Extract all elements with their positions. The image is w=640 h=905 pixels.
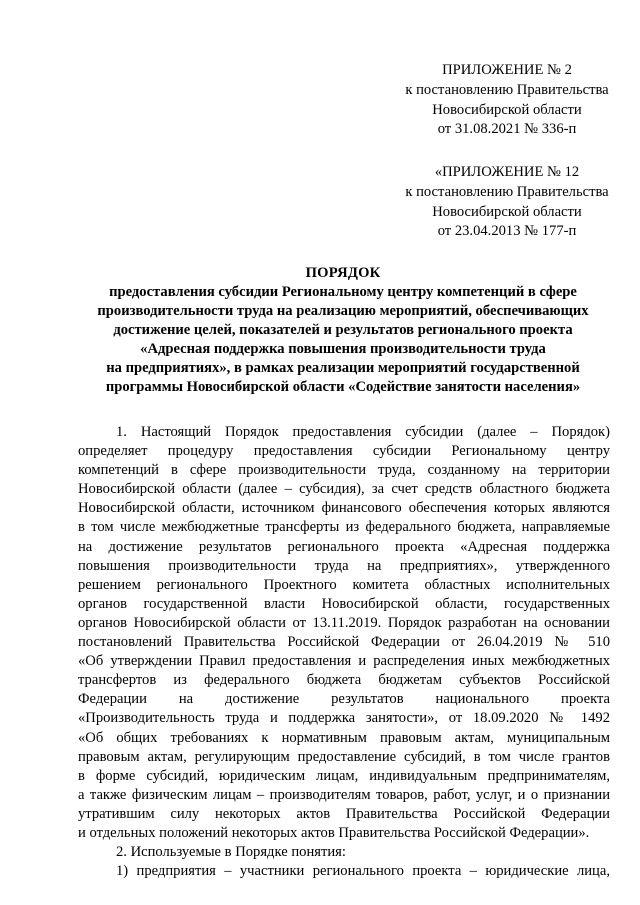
paragraph-line: в форме субсидий, юридическим лицам, индивидуальным предпринимателям,: [78, 767, 610, 784]
document-body: [78, 423, 610, 881]
annex-title: «ПРИЛОЖЕНИЕ № 12: [434, 164, 580, 180]
paragraph-line: в том числе межбюджетные трансферты из федерального бюджета, направляемые: [78, 519, 610, 536]
annex-date-number: от 23.04.2013 № 177-п: [437, 223, 577, 240]
paragraph-line: постановлений Правительства Российской Федерации от 26.04.2019 № 510: [78, 634, 610, 651]
title-line: достижение целей, показателей и результатов регионального проекта: [113, 322, 573, 338]
paragraph-line: органов государственной власти Новосибирской области, государственных: [78, 595, 610, 612]
annex-header-original: [394, 163, 620, 242]
paragraph-line: 2. Используемые в Порядке понятия:: [116, 844, 346, 861]
paragraph-line: «Производительность труда и поддержка занятости», от 18.09.2020 № 1492: [78, 710, 610, 727]
annex-region: Новосибирской области: [432, 203, 582, 220]
paragraph-line: компетенций в сфере производительности труда, созданному на территории: [78, 462, 610, 479]
title-line: предоставления субсидии Региональному центру компетенций в сфере: [109, 284, 577, 300]
paragraph-line: повышения производительности труда на предприятиях», утвержденного: [78, 557, 610, 574]
paragraph-line: и отдельных положений некоторых актов Правительства Российской Федерации».: [78, 824, 590, 841]
paragraph-line: а также физическим лицам – производителям товаров, работ, услуг, и о признании: [78, 786, 610, 803]
paragraph-line: утратившим силу некоторых актов Правительства Российской Федерации: [78, 805, 610, 822]
paragraph-line: Новосибирской области (далее – субсидия), за счет средств областного бюджета: [78, 481, 610, 498]
title-line: программы Новосибирской области «Содействие занятости населения»: [105, 379, 581, 395]
paragraph-line: трансфертов из федерального бюджета бюджетам субъектов Российской: [78, 672, 610, 689]
title-heading: ПОРЯДОК: [305, 265, 381, 281]
paragraph-line: Новосибирской области, источником финансового обеспечения которых являются: [78, 500, 610, 517]
paragraph-line: органов Новосибирской области от 13.11.2019. Порядок разработан на основании: [78, 614, 610, 631]
paragraph-line: определяет процедуру предоставления субсидии Региональному центру: [78, 443, 610, 460]
paragraph-line: Федерации на достижение результатов национального проекта: [78, 691, 610, 708]
title-line: «Адресная поддержка повышения производительности труда: [140, 341, 546, 357]
paragraph-line: на достижение результатов регионального проекта «Адресная поддержка: [78, 538, 610, 555]
annex-title: ПРИЛОЖЕНИЕ № 2: [442, 62, 572, 78]
paragraph-line: 1) предприятия – участники регионального проекта – юридические лица,: [116, 863, 610, 880]
document-title: [70, 264, 616, 397]
annex-region: Новосибирской области: [432, 101, 582, 118]
paragraph-line: решением регионального Проектного комитета областных исполнительных: [78, 576, 610, 593]
paragraph-line: «Об общих требованиях к нормативным правовым актам, муниципальным: [78, 729, 610, 746]
annex-reference: к постановлению Правительства: [405, 81, 609, 98]
paragraph-line: «Об утверждении Правил предоставления и распределения иных межбюджетных: [78, 653, 610, 670]
annex-reference: к постановлению Правительства: [405, 183, 609, 200]
annex-header-current: [394, 61, 620, 140]
annex-date-number: от 31.08.2021 № 336-п: [437, 121, 577, 138]
title-line: на предприятиях», в рамках реализации мероприятий государственной: [106, 360, 580, 376]
title-line: производительности труда на реализацию мероприятий, обеспечивающих: [97, 303, 589, 319]
paragraph-line: правовым актам, регулирующим предоставление субсидий, в том числе грантов: [78, 748, 610, 765]
paragraph-line: 1. Настоящий Порядок предоставления субсидии (далее – Порядок): [116, 424, 610, 440]
